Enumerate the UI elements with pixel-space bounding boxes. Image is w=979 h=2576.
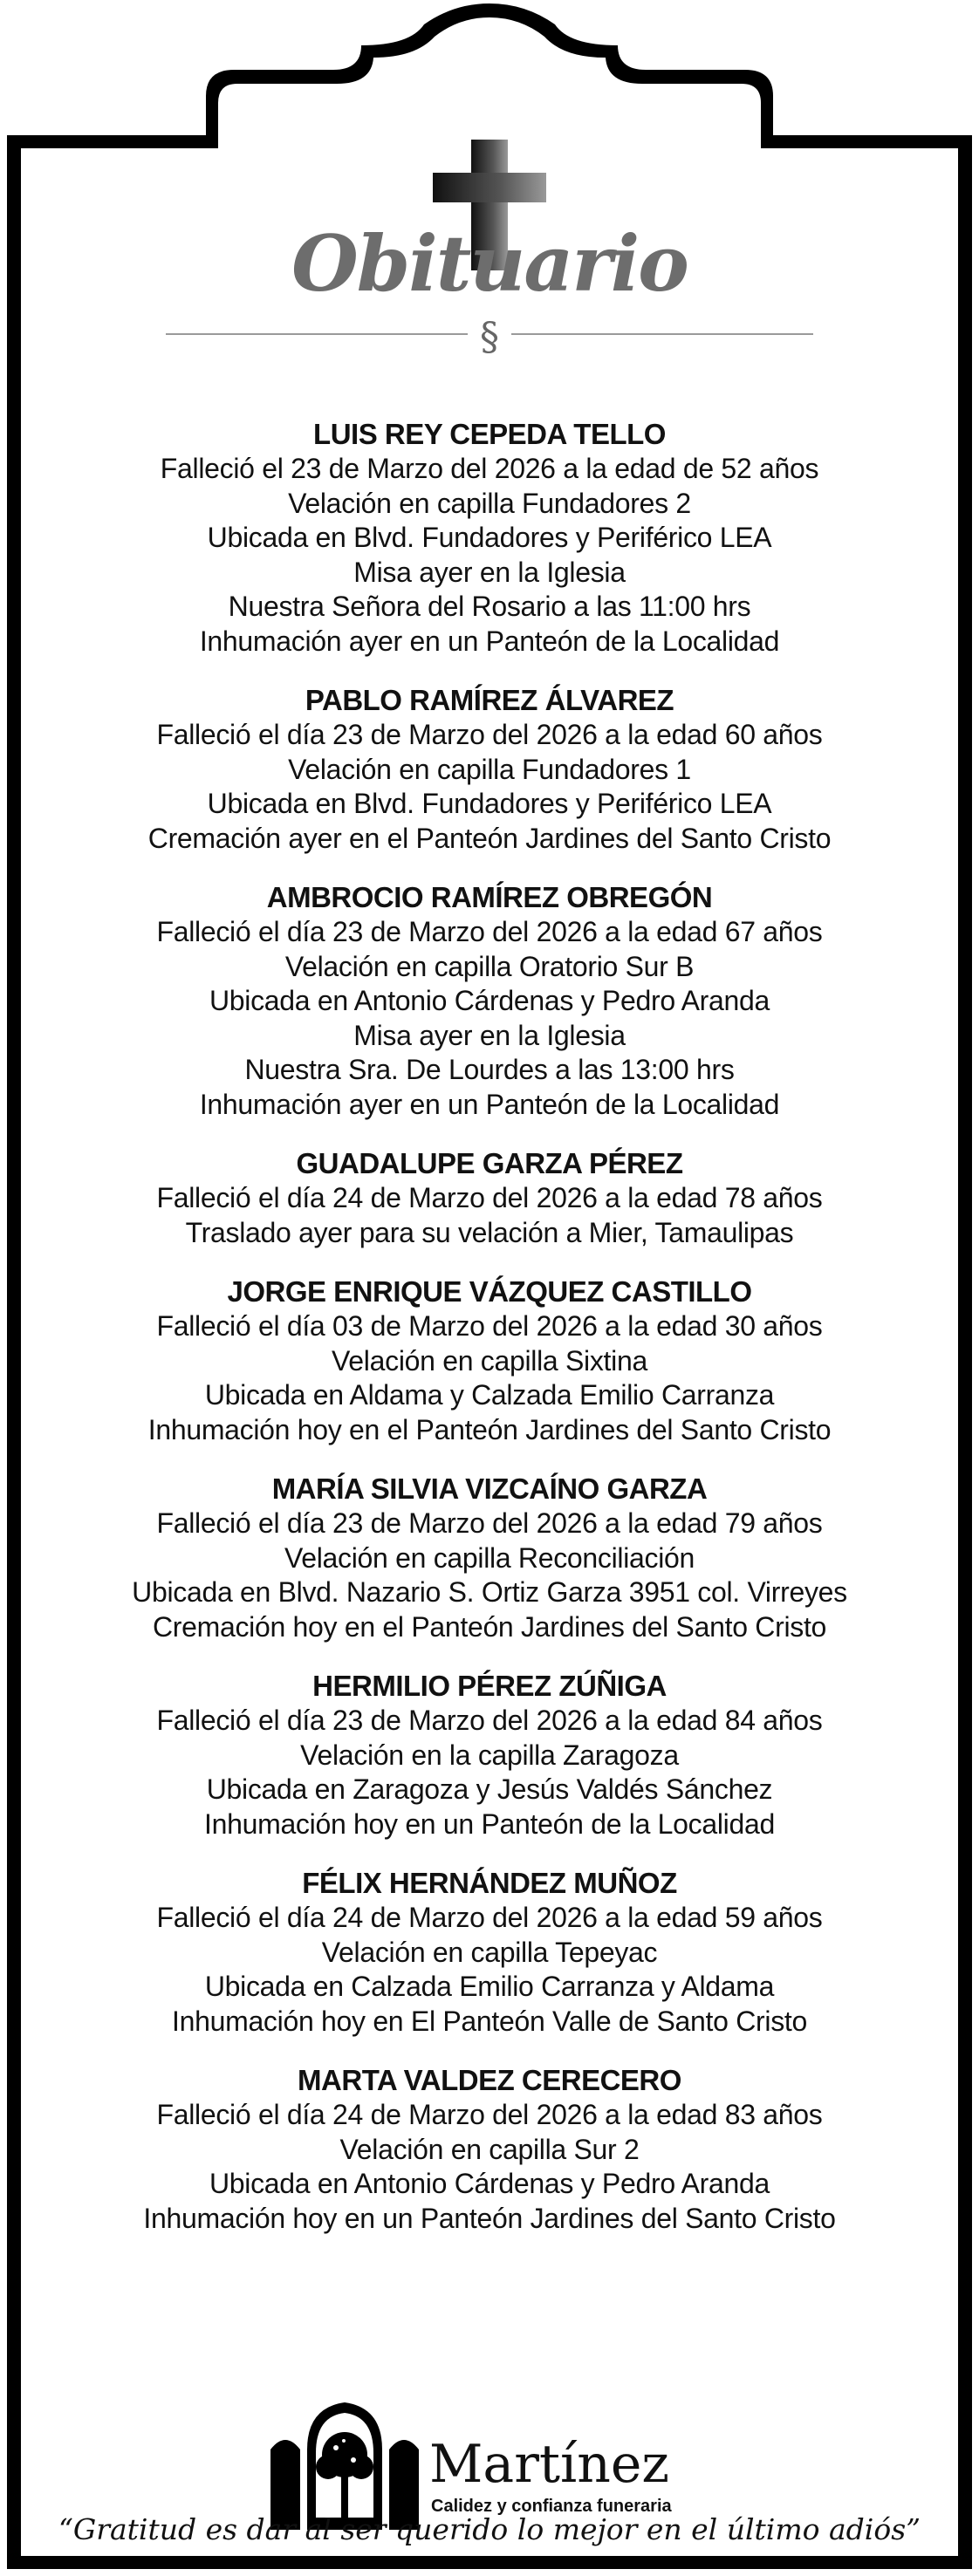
- obituary-detail-line: Falleció el día 24 de Marzo del 2026 a la edad 59 años: [156, 1902, 823, 1933]
- obituary-detail-line: Ubicada en Antonio Cárdenas y Pedro Aranda: [209, 985, 770, 1016]
- obituary-entry: [35, 683, 944, 856]
- obituary-detail-line: Nuestra Señora del Rosario a las 11:00 hrs: [228, 591, 751, 622]
- deceased-name: GUADALUPE GARZA PÉREZ: [296, 1147, 683, 1179]
- obituary-detail-line: Velación en capilla Fundadores 1: [288, 753, 691, 785]
- obituary-detail-line: Falleció el día 23 de Marzo del 2026 a la edad 60 años: [156, 719, 823, 750]
- obituary-detail-line: Velación en capilla Fundadores 2: [288, 487, 691, 519]
- deceased-name: PABLO RAMÍREZ ÁLVAREZ: [305, 684, 674, 716]
- deceased-name: JORGE ENRIQUE VÁZQUEZ CASTILLO: [227, 1275, 752, 1308]
- deceased-name: LUIS REY CEPEDA TELLO: [313, 418, 666, 450]
- obituary-detail-line: Inhumación hoy en el Panteón Jardines del Santo Cristo: [147, 1413, 832, 1445]
- obituary-entry: [35, 1866, 944, 2039]
- obituary-detail-line: Nuestra Sra. De Lourdes a las 13:00 hrs: [244, 1054, 735, 1085]
- obituary-detail-line: Ubicada en Calzada Emilio Carranza y Aldama: [204, 1971, 775, 2002]
- brand-name: Martínez: [429, 2434, 669, 2495]
- obituary-entry: [35, 2063, 944, 2236]
- obituary-detail-line: Ubicada en Blvd. Fundadores y Periférico LEA: [207, 788, 772, 819]
- deceased-name: HERMILIO PÉREZ ZÚÑIGA: [312, 1670, 667, 1702]
- page-title: Obituario: [291, 218, 688, 309]
- ornament-icon: §: [468, 316, 511, 359]
- obituary-entry: [35, 880, 944, 1122]
- obituary-detail-line: Inhumación hoy en El Panteón Valle de Santo Cristo: [172, 2005, 807, 2037]
- obituary-detail-line: Misa ayer en la Iglesia: [353, 1019, 626, 1051]
- obituary-entry: [35, 1146, 944, 1250]
- obituary-detail-line: Cremación hoy en el Panteón Jardines del Santo Cristo: [152, 1610, 827, 1643]
- obituary-detail-line: Falleció el día 23 de Marzo del 2026 a la edad 84 años: [156, 1705, 823, 1736]
- obituary-detail-line: Inhumación hoy en un Panteón Jardines del Santo Cristo: [143, 2202, 836, 2234]
- cross-arm: [433, 173, 546, 202]
- brand-tagline: Calidez y confianza funeraria: [431, 2497, 672, 2516]
- obituary-detail-line: Ubicada en Antonio Cárdenas y Pedro Aranda: [209, 2168, 770, 2199]
- deceased-name: FÉLIX HERNÁNDEZ MUÑOZ: [302, 1867, 677, 1899]
- obituary-detail-line: Falleció el 23 de Marzo del 2026 a la edad de 52 años: [160, 453, 819, 484]
- footer-motto: “Gratitud es dar al ser querido lo mejor en el último adiós”: [58, 2512, 921, 2546]
- obituary-detail-line: Velación en capilla Oratorio Sur B: [284, 950, 695, 982]
- chapel-tree-logo-icon: [270, 2399, 419, 2530]
- obituary-detail-line: Velación en capilla Sixtina: [332, 1344, 647, 1377]
- obituary-detail-line: Velación en la capilla Zaragoza: [300, 1739, 679, 1771]
- obituary-list: [35, 417, 944, 2260]
- obituary-detail-line: Misa ayer en la Iglesia: [353, 556, 626, 588]
- obituary-header: [0, 131, 979, 358]
- obituary-entry: [35, 417, 944, 659]
- obituary-detail-line: Cremación ayer en el Panteón Jardines del Santo Cristo: [147, 822, 832, 854]
- obituary-detail-line: Velación en capilla Sur 2: [339, 2133, 640, 2165]
- obituary-detail-line: Ubicada en Blvd. Nazario S. Ortiz Garza 3951 col. Virreyes: [132, 1576, 847, 1608]
- obituary-detail-line: Inhumación ayer en un Panteón de la Localidad: [199, 1088, 780, 1120]
- obituary-detail-line: Falleció el día 03 de Marzo del 2026 a la edad 30 años: [156, 1310, 823, 1342]
- obituary-detail-line: Inhumación ayer en un Panteón de la Localidad: [199, 625, 780, 657]
- obituary-detail-line: Ubicada en Aldama y Calzada Emilio Carranza: [204, 1379, 775, 1411]
- obituary-entry: [35, 1472, 944, 1644]
- obituary-detail-line: Ubicada en Blvd. Fundadores y Periférico LEA: [207, 522, 772, 553]
- deceased-name: MARÍA SILVIA VIZCAÍNO GARZA: [271, 1472, 708, 1505]
- obituary-detail-line: Falleció el día 23 de Marzo del 2026 a la edad 67 años: [156, 916, 823, 947]
- obituary-detail-line: Inhumación hoy en un Panteón de la Localidad: [204, 1807, 775, 1840]
- obituary-detail-line: Falleció el día 24 de Marzo del 2026 a la edad 83 años: [156, 2099, 823, 2130]
- obituary-detail-line: Falleció el día 24 de Marzo del 2026 a la edad 78 años: [156, 1182, 823, 1213]
- obituary-entry: [35, 1669, 944, 1841]
- obituary-detail-line: Velación en capilla Tepeyac: [321, 1936, 658, 1968]
- deceased-name: MARTA VALDEZ CERECERO: [298, 2064, 681, 2096]
- obituary-detail-line: Velación en capilla Reconciliación: [284, 1541, 695, 1574]
- obituary-detail-line: Traslado ayer para su velación a Mier, Tamaulipas: [185, 1216, 794, 1248]
- obituary-entry: [35, 1274, 944, 1447]
- obituary-detail-line: Ubicada en Zaragoza y Jesús Valdés Sánchez: [206, 1773, 773, 1805]
- deceased-name: AMBROCIO RAMÍREZ OBREGÓN: [266, 881, 713, 913]
- obituary-detail-line: Falleció el día 23 de Marzo del 2026 a la edad 79 años: [156, 1507, 823, 1539]
